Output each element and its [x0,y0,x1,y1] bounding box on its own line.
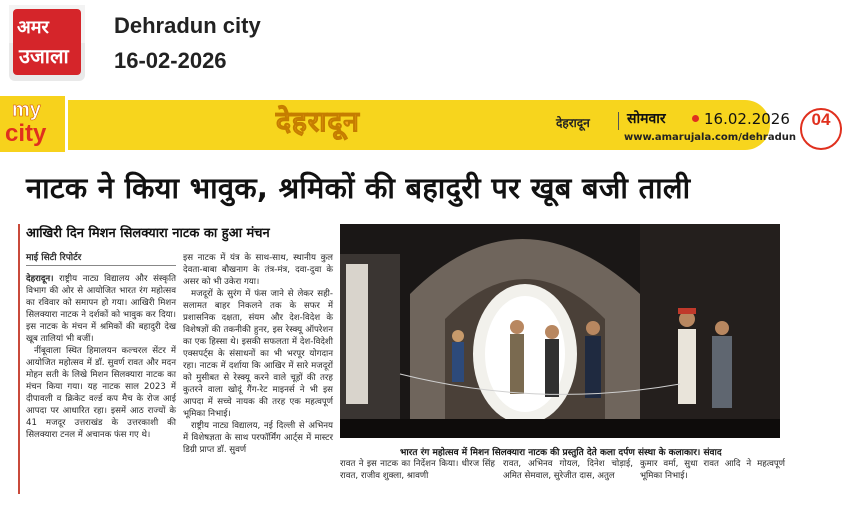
logo-text-line2: उजाला [19,44,69,68]
article-photo[interactable] [340,224,780,438]
mycity-logo-city: city [5,120,47,147]
column-rule [18,224,20,494]
photo-caption: भारत रंग महोत्सव में मिशन सिलक्यारा नाटक की प्रस्तुति देते कला दर्पण संस्था के कलाकार। संवाद [400,448,722,458]
app-header [0,0,800,90]
bottom-column-1: रावत ने इस नाटक का निर्देशन किया। धीरज सिंह रावत, राजीव शुक्ला, श्रावणी [340,459,495,481]
masthead-url: www.amarujala.com/dehradun [624,132,796,143]
article-subhead: आखिरी दिन मिशन सिलक्यारा नाटक का हुआ मंचन [26,226,270,241]
byline-divider [26,265,176,266]
column-1-paragraph-1 [26,273,176,345]
article-headline: नाटक ने किया भावुक, श्रमिकों की बहादुरी पर खूब बजी ताली [26,171,691,205]
dateline: देहरादून। [26,274,54,284]
page-number-badge [800,108,842,150]
column-2-paragraph-1: इस नाटक में यंत्र के साथ-साथ, स्थानीय कुल देवता-बाबा बौखनाग के तंत्र-मंत्र, दवा-दुवा के असर को भी उकेरा गया। [183,253,333,287]
mycity-logo [0,96,65,152]
masthead-date: 16.02.2026 [704,110,790,128]
newspaper-masthead [0,96,831,152]
mycity-logo-my: my [12,99,41,121]
bottom-column-3: कुमार वर्मा, सुधा रावत आदि ने महत्वपूर्ण भूमिका निभाई। [640,459,785,481]
masthead-day: सोमवार [627,111,666,127]
edition-date: 16-02-2026 [114,48,227,73]
stage-scene-illustration [340,224,780,438]
article-column-1 [26,273,176,441]
amar-ujala-logo[interactable] [9,5,85,81]
article-byline: माई सिटी रिपोर्टर [26,253,82,263]
section-title: देहरादून [276,105,360,138]
article-column-2 [183,252,333,456]
column-1-paragraph-1-text: राष्ट्रीय नाट्य विद्यालय और संस्कृति विभाग की ओर से आयोजित भारत रंग महोत्सव का रविवार को समापन हो गया। आखिरी मिशन सिलक्यारा नाटक ने दर्शकों को भावुक कर दिया। इस नाटक के मंचन में श्रमिकों की बहादुरी देख खूब तालियां भी बजीं। [26,274,176,344]
edition-title: Dehradun city [114,13,261,38]
column-2-paragraph-2: मजदूरों के सुरंग में फंस जाने से लेकर सही-सलामत बाहर निकलने तक के सफर में प्रशासनिक दक्षता, संयम और देश-विदेश के विशेषज्ञों की तकनीकी हुनर, इस रेस्क्यू ऑपरेशन का एक हिस्सा थे। इसकी सफलता में देश-विदेशी एक्सपर्ट्स के संसाधनों का भी भरपूर योगदान रहा। नाटक में दर्शाया कि आखिर में सारे मजदूरों को मुसीबत से रेस्क्यू करने वाले चूहों की तरह कुतरने वाला खोदूं गैंग-रेट माइनर्स ने भी इस आपदा में सच्चे नायक की तरह एक महत्वपूर्ण भूमिका निभाई। [183,289,333,419]
masthead-divider [618,112,619,130]
logo-text-line1: अमर [17,17,49,38]
column-1-paragraph-2: नींबूवाला स्थित हिमालयन कल्चरल सेंटर में आयोजित महोत्सव में डॉ. सुवर्ण रावत और मदन मोहन सती के लिखे मिशन सिलक्यारा नाटक का मंचन किया गया। यह नाटक साल 2023 में दीपावली व क्रिकेट वर्ल्ड कप मैच के रोज आई आपदा पर आधारित रहा। इसमें आठ राज्यों के 41 मजदूर उत्तराखंड के उत्तरकाशी की सिलक्यारा टनल में अचानक फंस गए थे। [26,346,176,440]
page-number: 04 [811,110,831,129]
masthead-place: देहरादून [556,116,590,130]
masthead-dot-icon [692,115,699,122]
masthead-bar [68,100,831,150]
bottom-column-2: रावत, अभिनव गोयल, दिनेश चोड़ाई, अमित सेमवाल, सुरेजीत दास, अतुल [503,459,633,481]
column-2-paragraph-3: राष्ट्रीय नाट्य विद्यालय, नई दिल्ली से अभिनय में विशेषज्ञता के साथ परफॉर्मिंग आर्ट्स में मास्टर डिग्री प्राप्त डॉ. सुवर्ण [183,421,333,455]
